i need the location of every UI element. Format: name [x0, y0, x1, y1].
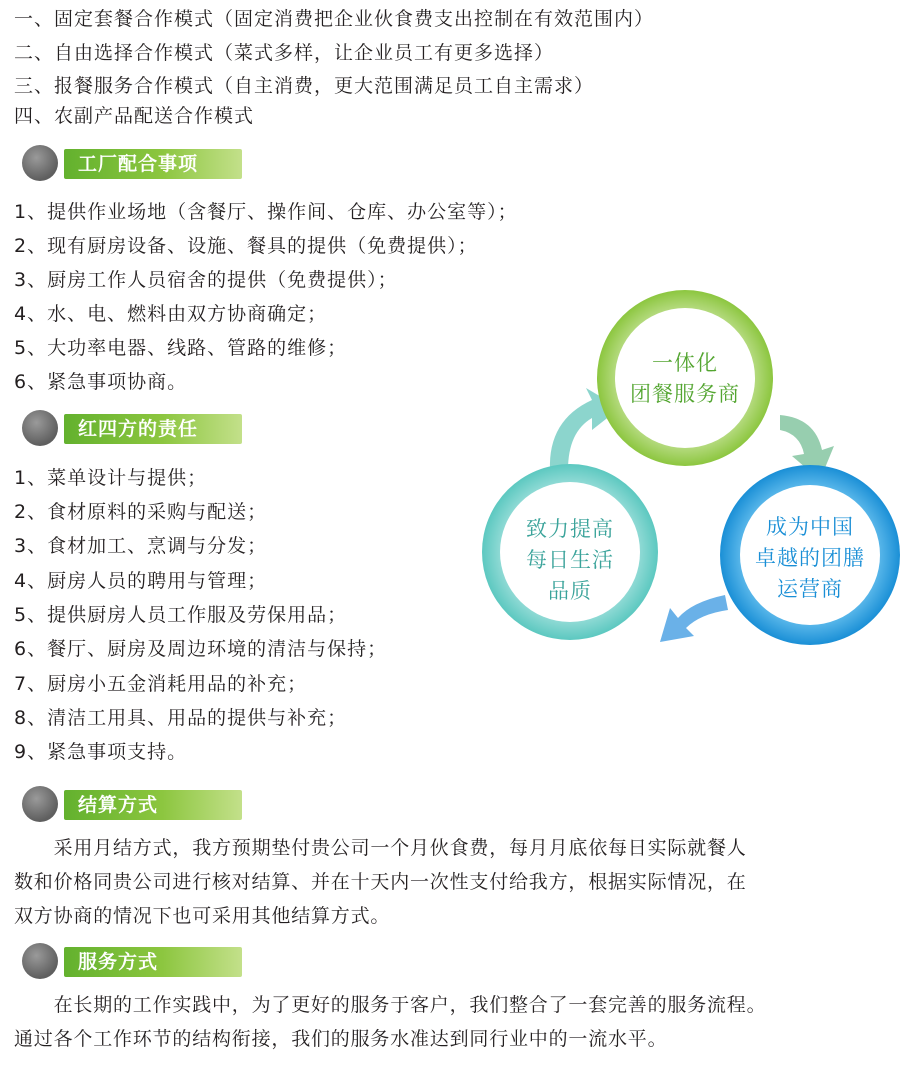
cycle-text-line: 成为中国	[766, 515, 854, 539]
section-title: 红四方的责任	[78, 418, 199, 440]
section-title: 服务方式	[78, 951, 159, 973]
mode-line-2: 二、自由选择合作模式（菜式多样，让企业员工有更多选择）	[14, 42, 555, 64]
section-header-duty	[22, 409, 242, 447]
section-header-service	[22, 942, 242, 980]
duty-item: 4、厨房人员的聘用与管理；	[14, 570, 268, 592]
cycle-left-text	[495, 514, 645, 607]
factory-item: 2、现有厨房设备、设施、餐具的提供（免费提供）；	[14, 235, 478, 257]
section-title: 工厂配合事项	[78, 153, 199, 175]
bullet-dot-icon	[22, 943, 58, 979]
bullet-dot-icon	[22, 145, 58, 181]
duty-item: 1、菜单设计与提供；	[14, 467, 208, 489]
cycle-arrows	[470, 290, 900, 670]
cycle-text-line: 卓越的团膳	[755, 546, 865, 570]
paragraph-line: 双方协商的情况下也可采用其他结算方式。	[14, 905, 391, 927]
factory-item: 3、厨房工作人员宿舍的提供（免费提供）；	[14, 269, 398, 291]
mode-line-4: 四、农副产品配送合作模式	[14, 105, 255, 127]
paragraph-line: 采用月结方式，我方预期垫付贵公司一个月伙食费，每月月底依每日实际就餐人	[14, 837, 747, 859]
cycle-text-line: 每日生活	[526, 548, 614, 572]
factory-item: 1、提供作业场地（含餐厅、操作间、仓库、办公室等）；	[14, 201, 518, 223]
settlement-paragraph	[14, 831, 894, 933]
factory-item: 4、水、电、燃料由双方协商确定；	[14, 303, 328, 325]
bullet-dot-icon	[22, 410, 58, 446]
mode-line-3: 三、报餐服务合作模式（自主消费，更大范围满足员工自主需求）	[14, 75, 595, 97]
cycle-text-line: 一体化	[652, 351, 718, 375]
duty-item: 5、提供厨房人员工作服及劳保用品；	[14, 604, 348, 626]
factory-item: 6、紧急事项协商。	[14, 371, 188, 393]
duty-item: 9、紧急事项支持。	[14, 741, 188, 763]
section-title: 结算方式	[78, 794, 159, 816]
section-header-settlement	[22, 785, 242, 823]
service-paragraph	[14, 988, 894, 1056]
cycle-text-line: 团餐服务商	[630, 382, 740, 406]
duty-item: 7、厨房小五金消耗用品的补充；	[14, 673, 308, 695]
cycle-top-text	[610, 348, 760, 410]
paragraph-line: 通过各个工作环节的结构衔接，我们的服务水准达到同行业中的一流水平。	[14, 1028, 668, 1050]
duty-item: 8、清洁工用具、用品的提供与补充；	[14, 707, 348, 729]
cycle-text-line: 运营商	[777, 577, 843, 601]
duty-item: 2、食材原料的采购与配送；	[14, 501, 268, 523]
bullet-dot-icon	[22, 786, 58, 822]
cycle-diagram	[470, 290, 900, 670]
duty-item: 3、食材加工、烹调与分发；	[14, 535, 268, 557]
arrow-right-to-left-icon	[660, 595, 728, 642]
paragraph-line: 在长期的工作实践中，为了更好的服务于客户，我们整合了一套完善的服务流程。	[14, 994, 767, 1016]
mode-line-1: 一、固定套餐合作模式（固定消费把企业伙食费支出控制在有效范围内）	[14, 8, 655, 30]
cycle-text-line: 致力提高	[526, 517, 614, 541]
factory-item: 5、大功率电器、线路、管路的维修；	[14, 337, 348, 359]
paragraph-line: 数和价格同贵公司进行核对结算、并在十天内一次性支付给我方，根据实际情况，在	[14, 871, 747, 893]
duty-item: 6、餐厅、厨房及周边环境的清洁与保持；	[14, 638, 388, 660]
cycle-right-text	[732, 512, 888, 605]
cycle-text-line: 品质	[548, 579, 592, 603]
section-header-factory	[22, 144, 242, 182]
